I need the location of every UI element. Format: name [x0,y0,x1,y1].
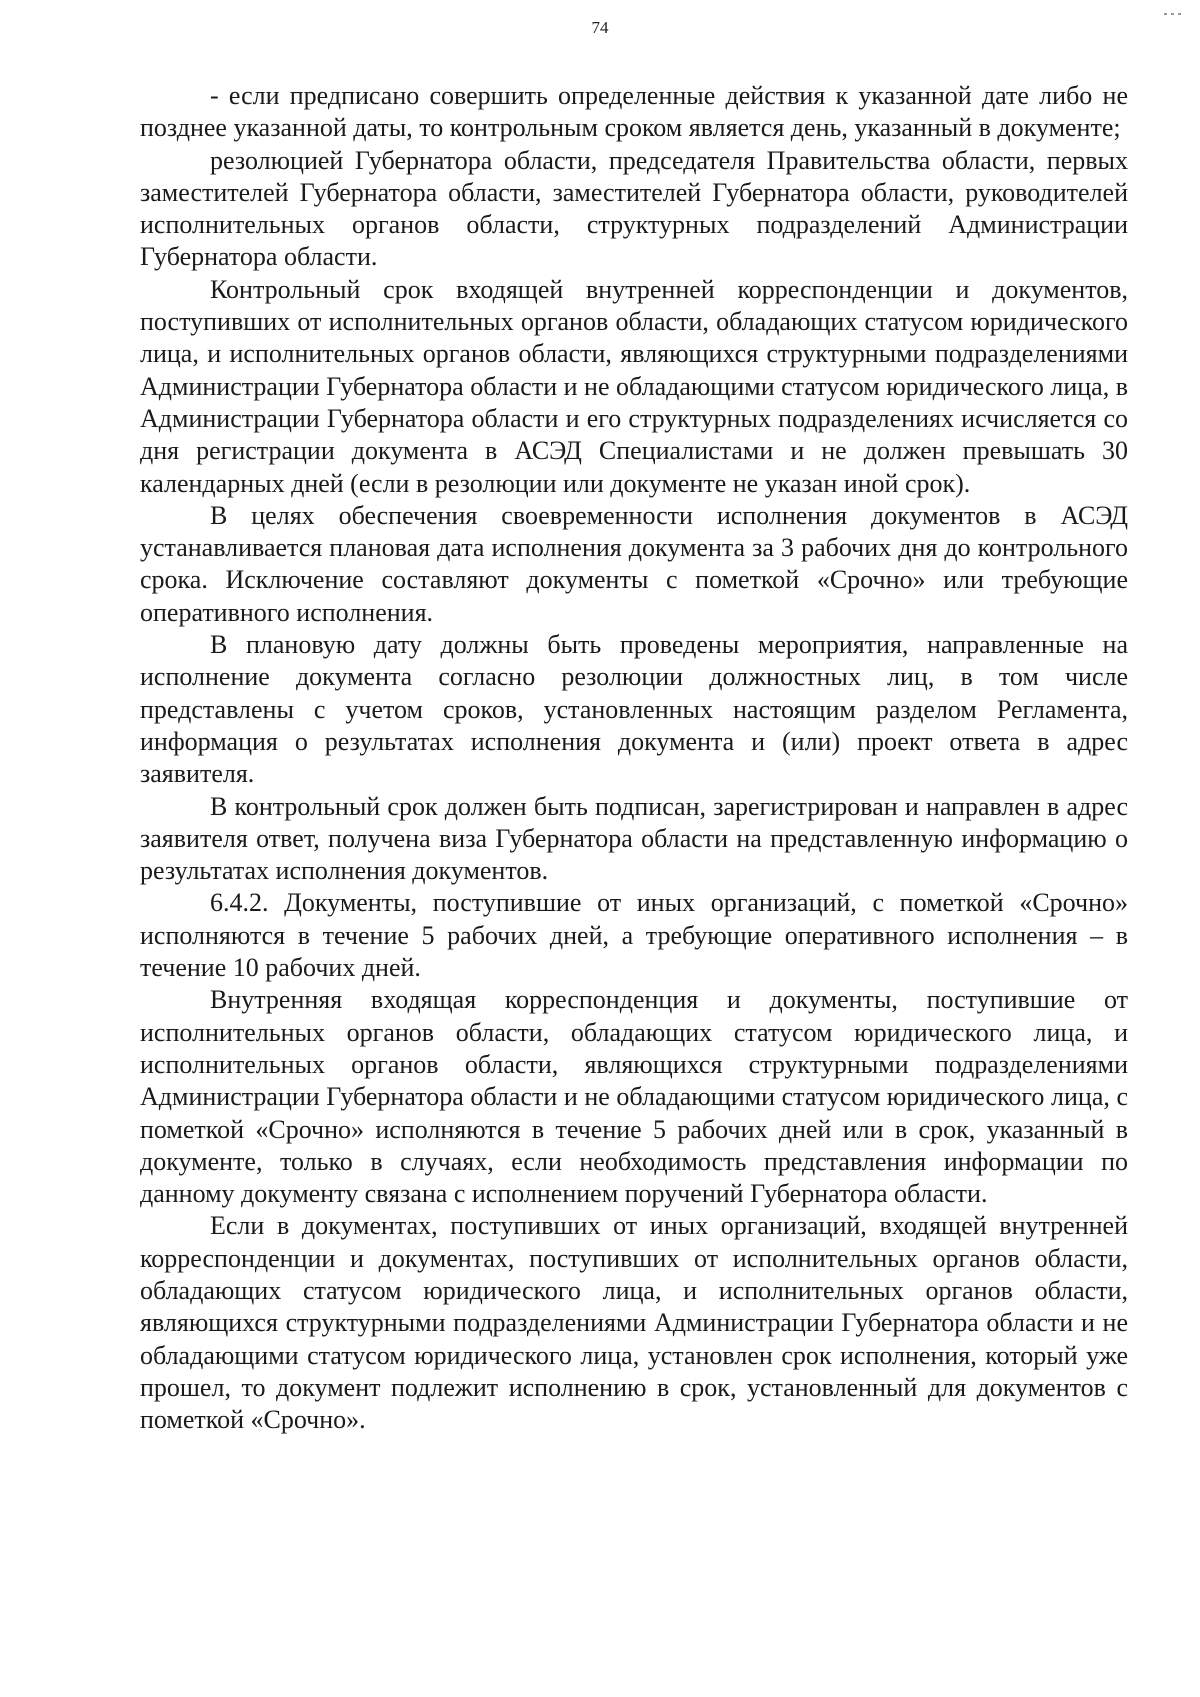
paragraph-resolution: резолюцией Губернатора области, председателя Правительства области, первых заместителей Губернатора области, заместителей Губернатора области, руководителей исполнительных органов области, структурных подразделений Администрации Губернатора области. [140,145,1128,272]
paragraph-planned-measures: В плановую дату должны быть проведены мероприятия, направленные на исполнение документа согласно резолюции должностных лиц, в том числе представлены с учетом сроков, установленных настоящим разделом Регламента, информация о результатах исполнения документа и (или) проект ответа в адрес заявителя. [140,630,1128,789]
paragraph-control-term: Контрольный срок входящей внутренней корреспонденции и документов, поступивших от исполнительных органов области, обладающих статусом юридического лица, и исполнительных органов области, являющихся структурными подразделениями Администрации Губернатора области и не обладающими статусом юридического лица, в Администрации Губернатора области и его структурных подразделениях исчисляется со дня регистрации документа в АСЭД Специалистами и не должен превышать 30 календарных дней (если в резолюции или документе не указан иной срок). [140,274,1128,498]
page-number: 74 [591,18,609,37]
paragraph-urgent-documents: 6.4.2. Документы, поступившие от иных организаций, с пометкой «Срочно» исполняются в течение 5 рабочих дней, а требующие оперативного исполнения – в течение 10 рабочих дней. [140,888,1128,983]
paragraph-deadline-date: - если предписано совершить определенные действия к указанной дате либо не позднее указанной даты, то контрольным сроком является день, указанный в документе; [140,81,1128,143]
paragraph-planned-date: В целях обеспечения своевременности исполнения документов в АСЭД устанавливается плановая дата исполнения документа за 3 рабочих дня до контрольного срока. Исключение составляют документы с пометкой «Срочно» или требующие оперативного исполнения. [140,500,1128,627]
document-body [140,80,1128,1436]
scan-corner-mark [1164,2,1194,6]
paragraph-control-signing: В контрольный срок должен быть подписан, зарегистрирован и направлен в адрес заявителя ответ, получена виза Губернатора области на представленную информацию о результатах исполнения документов. [140,791,1128,886]
paragraph-internal-urgent: Внутренняя входящая корреспонденция и документы, поступившие от исполнительных органов области, обладающих статусом юридического лица, и исполнительных органов области, являющихся структурными подразделениями Администрации Губернатора области и не обладающими статусом юридического лица, с пометкой «Срочно» исполняются в течение 5 рабочих дней или в срок, указанный в документе, только в случаях, если необходимость представления информации по данному документу связана с исполнением поручений Губернатора области. [140,985,1128,1209]
paragraph-expired-term: Если в документах, поступивших от иных организаций, входящей внутренней корреспонденции и документах, поступивших от исполнительных органов области, обладающих статусом юридического лица, и исполнительных органов области, являющихся структурными подразделениями Администрации Губернатора области и не обладающими статусом юридического лица, установлен срок исполнения, который уже прошел, то документ подлежит исполнению в срок, установленный для документов с пометкой «Срочно». [140,1211,1128,1435]
